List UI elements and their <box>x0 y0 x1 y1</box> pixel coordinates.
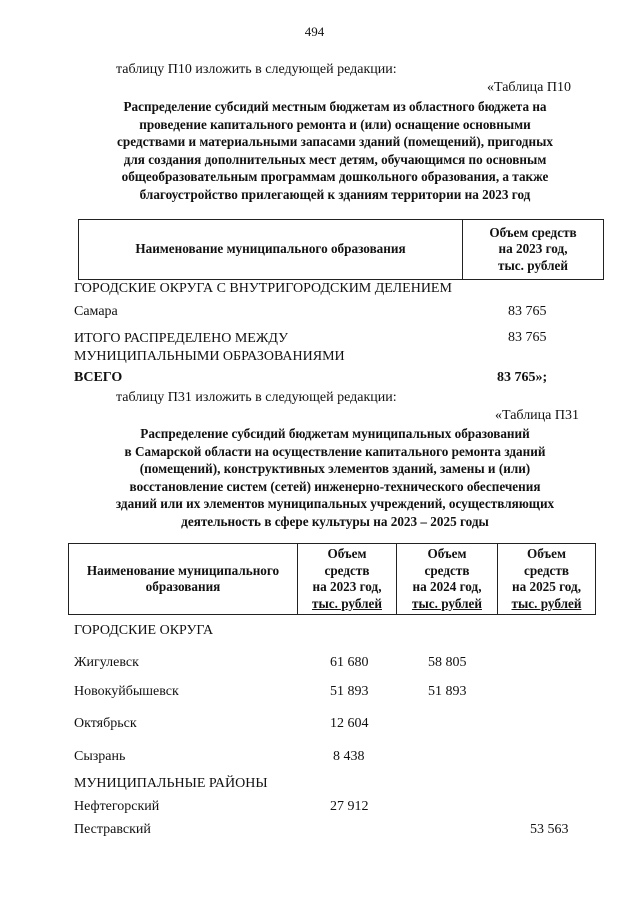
column-header-2025 <box>498 544 595 614</box>
column-header-line: образования <box>145 579 221 594</box>
municipality-name: Новокуйбышевск <box>74 684 179 699</box>
column-header-line: Объем <box>427 546 467 561</box>
column-header-line: на 2023 год, <box>312 579 382 594</box>
value-2023: 12 604 <box>330 716 369 731</box>
value-2023: 51 893 <box>330 684 369 699</box>
column-header-line: средств <box>424 562 470 578</box>
value-2024: 51 893 <box>428 684 467 699</box>
table-p10-label: «Таблица П10 <box>487 80 571 95</box>
municipality-name: Нефтегорский <box>74 799 160 814</box>
table-p31-header <box>68 543 596 615</box>
table-p31-label: «Таблица П31 <box>495 408 579 423</box>
column-header-2023 <box>298 544 396 614</box>
heading-line: благоустройство прилегающей к зданиям территории на 2023 год <box>139 186 531 202</box>
column-header-name-text: Наименование муниципального образования <box>135 241 406 257</box>
heading-line: (помещений), конструктивных элементов зданий, замены и (или) <box>139 461 531 476</box>
value-2024: 58 805 <box>428 655 467 670</box>
column-header-line: Объем средств <box>489 224 577 240</box>
column-header-line: Объем <box>327 546 367 561</box>
subtotal-label <box>74 330 345 366</box>
table-p10-heading <box>80 98 590 203</box>
section-title: МУНИЦИПАЛЬНЫЕ РАЙОНЫ <box>74 776 268 791</box>
heading-line: средствами и материальными запасами зданий (помещений), пригодных <box>117 134 553 149</box>
value-2025: 53 563 <box>530 822 569 837</box>
municipality-name: Самара <box>74 304 118 319</box>
column-header-line: Наименование муниципального <box>86 562 280 578</box>
heading-line: общеобразовательным программам дошкольного образования, а также <box>121 169 549 184</box>
column-header-2024 <box>397 544 497 614</box>
municipality-name: Октябрьск <box>74 716 137 731</box>
column-header-name <box>79 220 462 279</box>
column-header-line: тыс. рублей <box>312 595 382 611</box>
page-number: 494 <box>304 24 325 39</box>
table-p10-header <box>78 219 604 280</box>
column-header-line: средств <box>324 562 370 578</box>
heading-line: деятельность в сфере культуры на 2023 – 2025 годы <box>181 513 489 529</box>
heading-line: Распределение субсидий местным бюджетам из областного бюджета на <box>123 99 547 114</box>
column-header-line: тыс. рублей <box>412 595 482 611</box>
value-2023: 61 680 <box>330 655 369 670</box>
value-2023: 27 912 <box>330 799 369 814</box>
heading-line: зданий или их элементов муниципальных учреждений, осуществляющих <box>115 496 555 511</box>
section-title: ГОРОДСКИЕ ОКРУГА С ВНУТРИГОРОДСКИМ ДЕЛЕНИЕМ <box>74 281 452 296</box>
table-p31-heading <box>80 425 590 530</box>
table-p10-intro: таблицу П10 изложить в следующей редакции: <box>116 62 397 77</box>
table-p31-intro: таблицу П31 изложить в следующей редакции: <box>116 390 397 405</box>
column-header-name <box>69 544 297 614</box>
heading-line: для создания дополнительных мест детям, обучающимся по основным <box>123 151 547 167</box>
column-header-line: Объем <box>526 546 567 561</box>
subtotal-line: ИТОГО РАСПРЕДЕЛЕНО МЕЖДУ <box>74 331 288 346</box>
heading-line: Распределение субсидий бюджетам муниципальных образований <box>140 426 530 441</box>
column-header-value <box>463 220 603 279</box>
column-header-line: на 2024 год, <box>412 579 482 594</box>
section-title: ГОРОДСКИЕ ОКРУГА <box>74 623 214 638</box>
municipality-name: Жигулевск <box>74 655 139 670</box>
value-2023: 8 438 <box>333 749 365 764</box>
column-header-line: на 2023 год, <box>498 241 568 257</box>
heading-line: проведение капитального ремонта и (или) оснащение основными <box>139 116 531 132</box>
subtotal-line: МУНИЦИПАЛЬНЫМИ ОБРАЗОВАНИЯМИ <box>74 349 345 364</box>
column-header-line: на 2025 год, <box>511 579 581 594</box>
total-label: ВСЕГО <box>74 370 123 385</box>
heading-line: восстановление систем (сетей) инженерно-технического обеспечения <box>129 478 541 494</box>
column-header-line: средств <box>523 562 569 578</box>
municipality-name: Пестравский <box>74 822 151 837</box>
column-header-line: тыс. рублей <box>498 257 568 273</box>
heading-line: в Самарской области на осуществление капитального ремонта зданий <box>124 443 546 459</box>
municipality-name: Сызрань <box>74 749 126 764</box>
subtotal-value: 83 765 <box>508 330 547 345</box>
value-2023: 83 765 <box>508 304 547 319</box>
column-header-line: тыс. рублей <box>511 595 582 611</box>
total-value: 83 765»; <box>497 370 548 385</box>
